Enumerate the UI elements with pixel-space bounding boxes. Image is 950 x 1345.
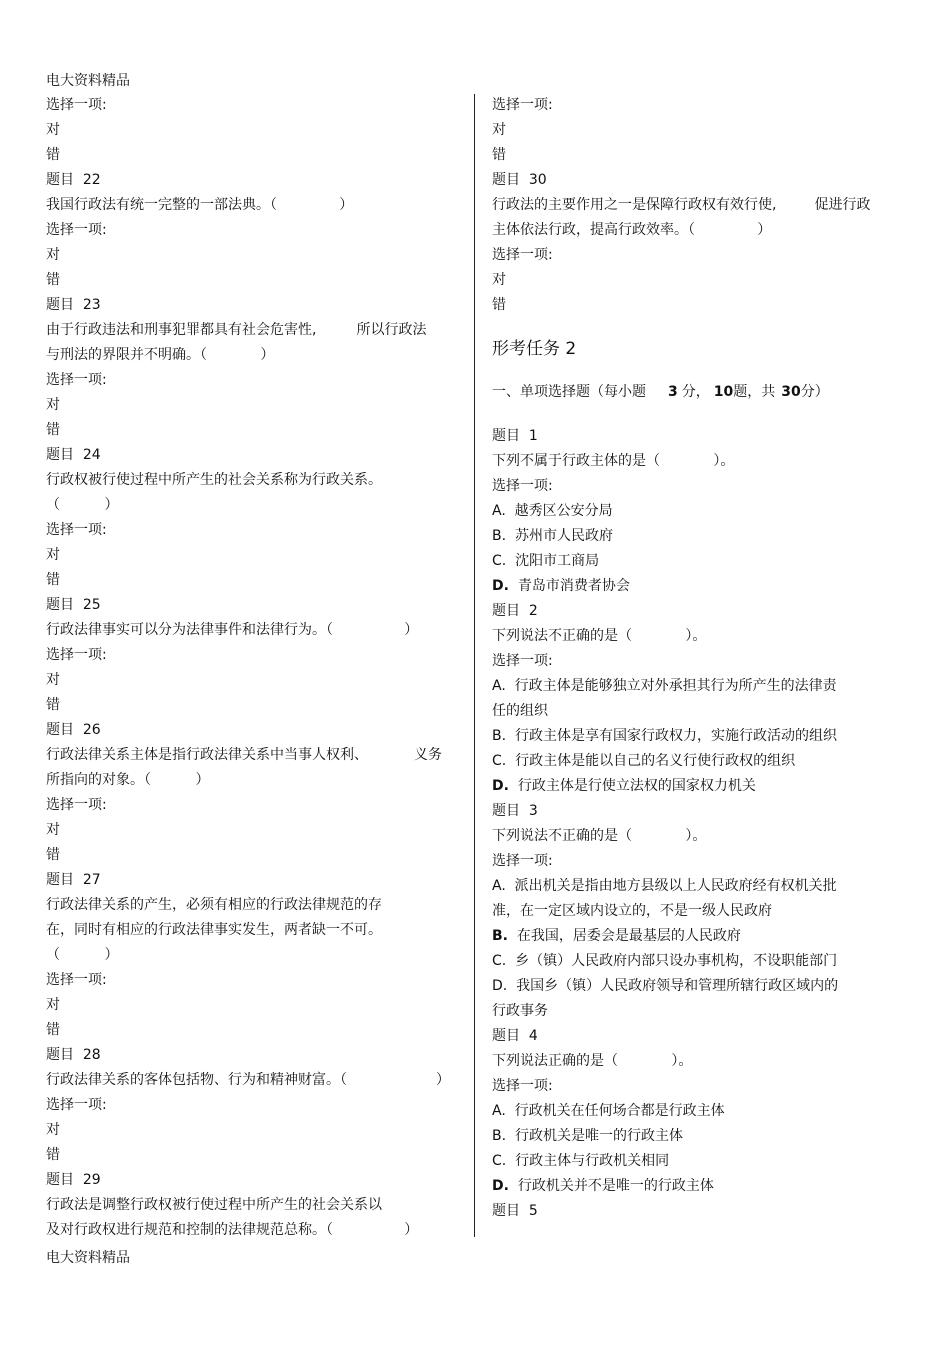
question-number: 题目 22 — [46, 172, 101, 188]
option-d[interactable]: D. 行政机关并不是唯一的行政主体 — [492, 1178, 714, 1194]
option-false[interactable]: 错 — [492, 297, 506, 313]
question-number: 题目 29 — [46, 1172, 101, 1188]
question-number: 题目 25 — [46, 597, 101, 613]
question-number: 题目 28 — [46, 1047, 101, 1063]
option-d[interactable]: D. 我国乡（镇）人民政府领导和管理所辖行政区域内的 — [492, 978, 839, 994]
question-number: 题目 3 — [492, 803, 538, 819]
option-false[interactable]: 错 — [46, 847, 60, 863]
select-prompt: 选择一项: — [46, 972, 107, 988]
option-true[interactable]: 对 — [46, 1122, 60, 1138]
question-number: 题目 5 — [492, 1203, 538, 1219]
question-text: 下列说法不正确的是（ ）。 — [492, 628, 707, 644]
option-b[interactable]: B. 行政主体是享有国家行政权力，实施行政活动的组织 — [492, 728, 837, 744]
option-false[interactable]: 错 — [46, 1022, 60, 1038]
question-number: 题目 30 — [492, 172, 547, 188]
option-c[interactable]: C. 行政主体是能以自己的名义行使行政权的组织 — [492, 753, 796, 769]
question-text: 下列不属于行政主体的是（ ）。 — [492, 453, 735, 469]
select-prompt: 选择一项: — [46, 522, 107, 538]
option-true[interactable]: 对 — [46, 997, 60, 1013]
question-text: （ ） — [46, 497, 119, 513]
option-a[interactable]: A. 派出机关是指由地方县级以上人民政府经有权机关批 — [492, 878, 837, 894]
question-text: 主体依法行政，提高行政效率。（ ） — [492, 222, 772, 238]
select-prompt: 选择一项: — [46, 647, 107, 663]
question-text: 行政法的主要作用之一是保障行政权有效行使, 促进行政 — [492, 197, 871, 213]
question-text: 行政法是调整行政权被行使过程中所产生的社会关系以 — [46, 1197, 382, 1213]
option-true[interactable]: 对 — [46, 247, 60, 263]
option-a-cont[interactable]: 任的组织 — [492, 703, 548, 719]
option-a[interactable]: A. 行政机关在任何场合都是行政主体 — [492, 1103, 725, 1119]
page-header: 电大资料精品 — [46, 73, 130, 89]
right-column — [492, 93, 907, 1224]
select-prompt: 选择一项: — [492, 1078, 553, 1094]
option-false[interactable]: 错 — [46, 1147, 60, 1163]
option-a[interactable]: A. 行政主体是能够独立对外承担其行为所产生的法律责 — [492, 678, 837, 694]
question-number: 题目 23 — [46, 297, 101, 313]
select-prompt: 选择一项: — [492, 653, 553, 669]
question-number: 题目 27 — [46, 872, 101, 888]
question-text: （ ） — [46, 947, 119, 963]
question-number: 题目 2 — [492, 603, 538, 619]
option-true[interactable]: 对 — [492, 122, 506, 138]
question-text: 我国行政法有统一完整的一部法典。（ ） — [46, 197, 354, 213]
question-text: 行政法律关系的客体包括物、行为和精神财富。（ ） — [46, 1072, 451, 1088]
question-text: 下列说法正确的是（ ）。 — [492, 1053, 693, 1069]
option-d-cont[interactable]: 行政事务 — [492, 1003, 548, 1019]
option-false[interactable]: 错 — [46, 422, 60, 438]
question-number: 题目 26 — [46, 722, 101, 738]
page-footer: 电大资料精品 — [46, 1250, 130, 1266]
question-text: 与刑法的界限并不明确。（ ） — [46, 347, 275, 363]
option-true[interactable]: 对 — [46, 672, 60, 688]
option-c[interactable]: C. 沈阳市工商局 — [492, 553, 600, 569]
question-text: 下列说法不正确的是（ ）。 — [492, 828, 707, 844]
option-true[interactable]: 对 — [46, 397, 60, 413]
question-text: 及对行政权进行规范和控制的法律规范总称。（ ） — [46, 1222, 419, 1238]
select-prompt: 选择一项: — [492, 478, 553, 494]
select-prompt: 选择一项: — [492, 853, 553, 869]
option-true[interactable]: 对 — [46, 122, 60, 138]
option-true[interactable]: 对 — [46, 822, 60, 838]
question-text: 行政法律事实可以分为法律事件和法律行为。（ ） — [46, 622, 419, 638]
option-false[interactable]: 错 — [46, 272, 60, 288]
option-a-cont[interactable]: 准，在一定区域内设立的，不是一级人民政府 — [492, 903, 772, 919]
question-text: 在，同时有相应的行政法律事实发生，两者缺一不可。 — [46, 922, 382, 938]
option-false[interactable]: 错 — [46, 697, 60, 713]
question-text: 行政权被行使过程中所产生的社会关系称为行政关系。 — [46, 472, 382, 488]
option-d[interactable]: D. 行政主体是行使立法权的国家权力机关 — [492, 778, 756, 794]
select-prompt: 选择一项: — [46, 1097, 107, 1113]
option-false[interactable]: 错 — [492, 147, 506, 163]
section-subtitle: 一、单项选择题（每小题 3 分， 10题，共 30分） — [492, 384, 829, 400]
option-false[interactable]: 错 — [46, 572, 60, 588]
question-text: 行政法律关系主体是指行政法律关系中当事人权利、 义务 — [46, 747, 442, 763]
option-c[interactable]: C. 乡（镇）人民政府内部只设办事机构，不设职能部门 — [492, 953, 838, 969]
option-b[interactable]: B. 行政机关是唯一的行政主体 — [492, 1128, 683, 1144]
option-false[interactable]: 错 — [46, 147, 60, 163]
left-column — [46, 93, 458, 1243]
question-number: 题目 24 — [46, 447, 101, 463]
select-prompt: 选择一项: — [46, 222, 107, 238]
option-true[interactable]: 对 — [46, 547, 60, 563]
question-number: 题目 1 — [492, 428, 538, 444]
select-prompt: 选择一项: — [492, 247, 553, 263]
option-d[interactable]: D. 青岛市消费者协会 — [492, 578, 630, 594]
question-text: 所指向的对象。（ ） — [46, 772, 210, 788]
question-text: 由于行政违法和刑事犯罪都具有社会危害性, 所以行政法 — [46, 322, 427, 338]
column-divider — [474, 94, 475, 1237]
question-number: 题目 4 — [492, 1028, 538, 1044]
section-title: 形考任务 2 — [492, 339, 577, 359]
option-c[interactable]: C. 行政主体与行政机关相同 — [492, 1153, 670, 1169]
select-prompt: 选择一项: — [46, 372, 107, 388]
select-prompt: 选择一项: — [46, 797, 107, 813]
option-b[interactable]: B. 在我国，居委会是最基层的人民政府 — [492, 928, 741, 944]
option-b[interactable]: B. 苏州市人民政府 — [492, 528, 613, 544]
select-prompt: 选择一项: — [492, 97, 553, 113]
option-true[interactable]: 对 — [492, 272, 506, 288]
question-text: 行政法律关系的产生，必须有相应的行政法律规范的存 — [46, 897, 382, 913]
option-a[interactable]: A. 越秀区公安分局 — [492, 503, 613, 519]
select-prompt: 选择一项: — [46, 97, 107, 113]
